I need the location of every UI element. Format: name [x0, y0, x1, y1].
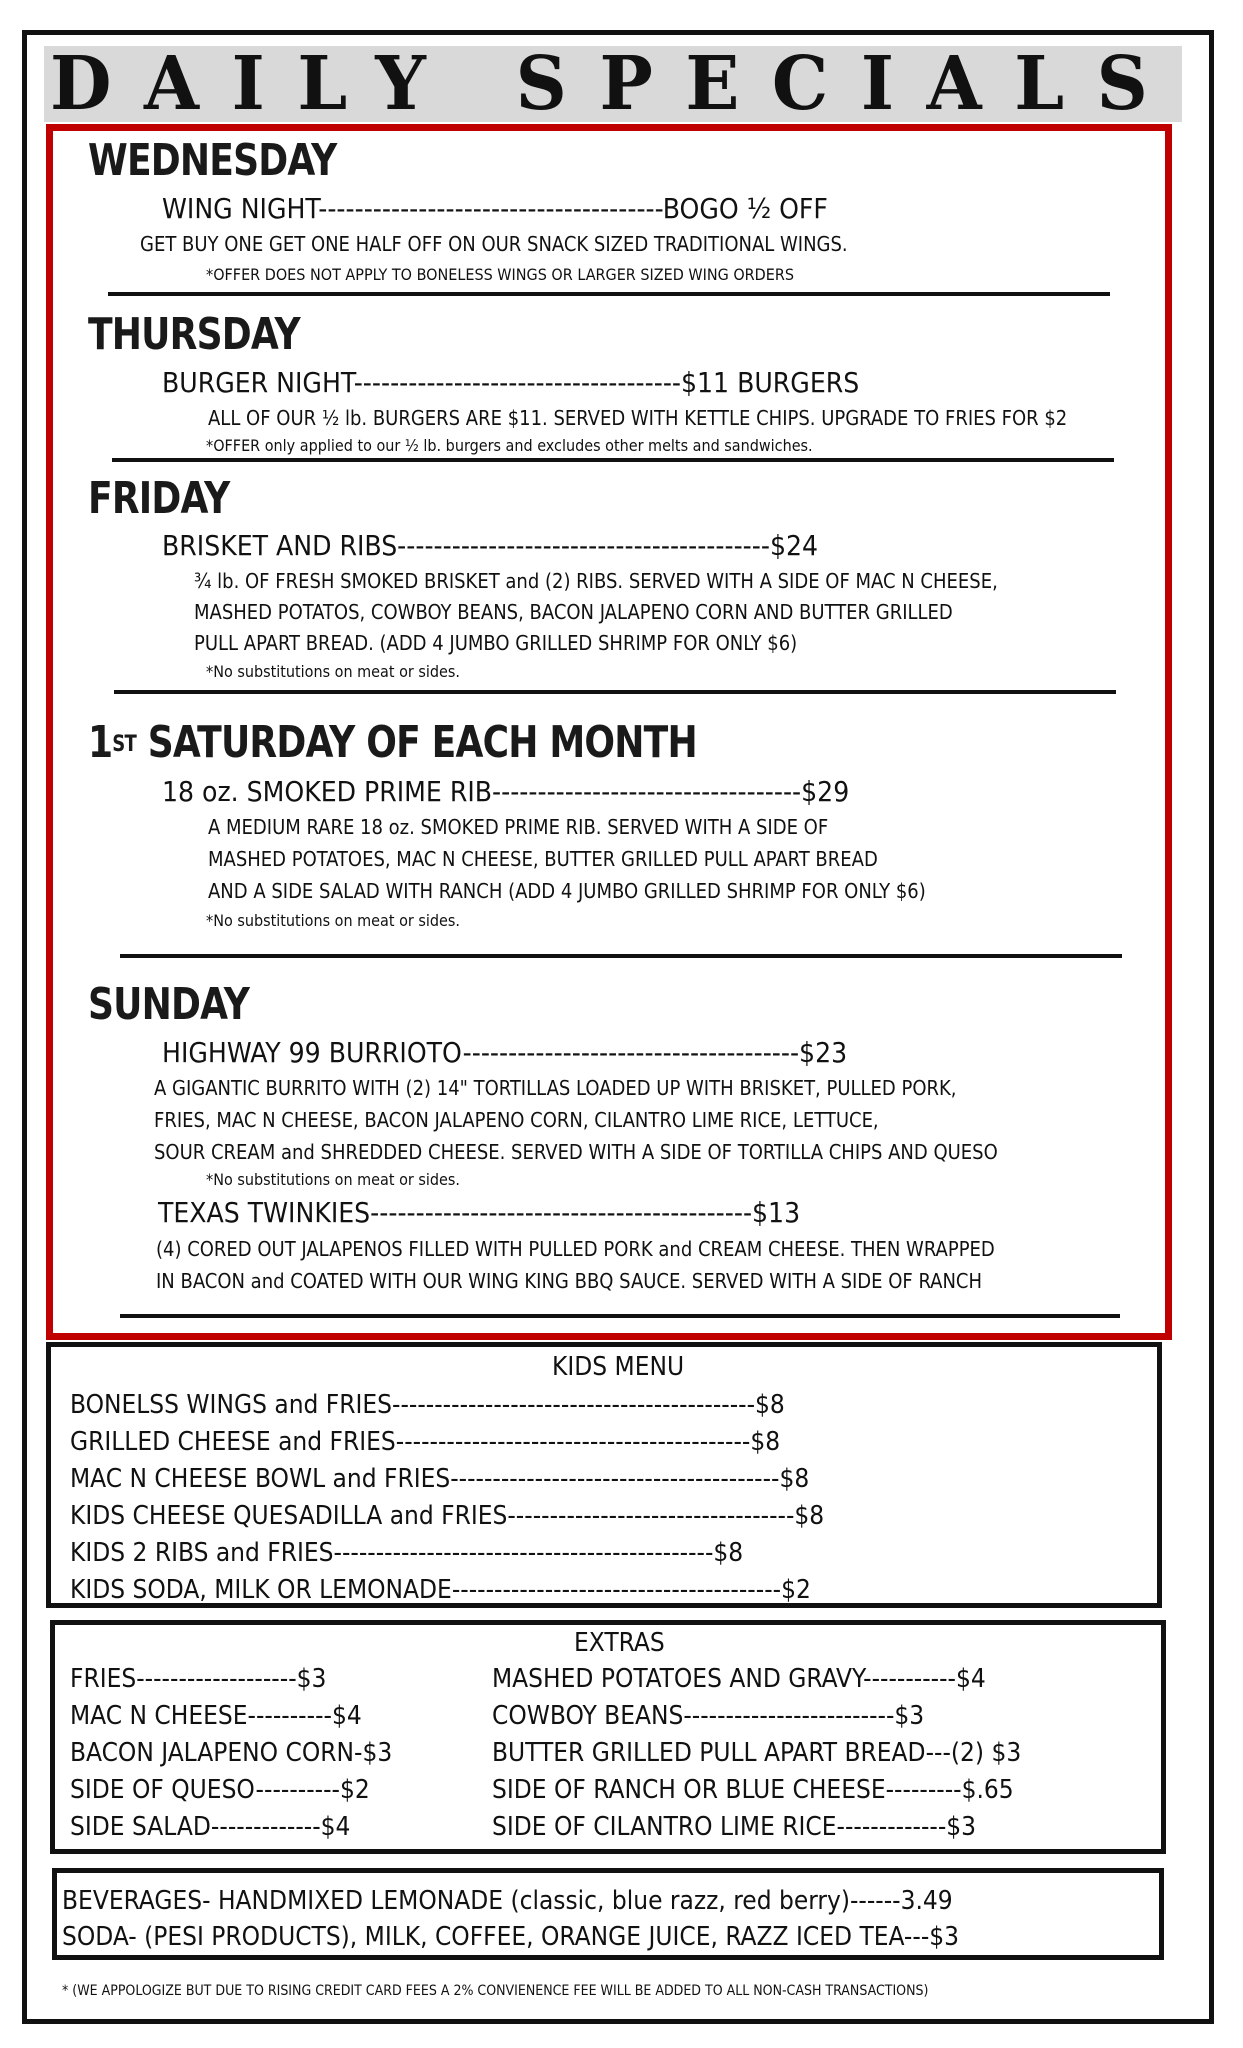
kids-menu-item: KIDS CHEESE QUESADILLA and FRIES----------------------------------$8 [70, 1501, 825, 1531]
extras-item: BUTTER GRILLED PULL APART BREAD---(2) $3 [492, 1738, 1022, 1768]
kids-menu-item: KIDS SODA, MILK OR LEMONADE---------------------------------------$2 [70, 1575, 811, 1605]
divider [120, 954, 1122, 958]
divider [120, 1314, 1120, 1318]
kids-menu-item: GRILLED CHEESE and FRIES------------------------------------------$8 [70, 1427, 781, 1457]
special-wing-night: WING NIGHT--------------------------------------BOGO ½ OFF [162, 192, 828, 225]
special-note: *No substitutions on meat or sides. [206, 1170, 460, 1189]
day-heading-friday: FRIDAY [88, 473, 230, 524]
special-description: GET BUY ONE GET ONE HALF OFF ON OUR SNACK SIZED TRADITIONAL WINGS. [140, 232, 848, 256]
divider [114, 690, 1116, 694]
special-note: *OFFER only applied to our ½ lb. burgers and excludes other melts and sandwiches. [206, 436, 813, 455]
special-note: *No substitutions on meat or sides. [206, 911, 460, 930]
extras-item: SIDE OF RANCH OR BLUE CHEESE---------$.65 [492, 1775, 1014, 1805]
divider [108, 292, 1110, 296]
special-description: MASHED POTATOS, COWBOY BEANS, BACON JALAPENO CORN AND BUTTER GRILLED [194, 600, 953, 624]
kids-menu-item: BONELSS WINGS and FRIES-------------------------------------------$8 [70, 1390, 785, 1420]
special-description: (4) CORED OUT JALAPENOS FILLED WITH PULLED PORK and CREAM CHEESE. THEN WRAPPED [156, 1237, 995, 1261]
day-heading-sunday: SUNDAY [88, 979, 250, 1030]
extras-item: FRIES-------------------$3 [70, 1664, 327, 1694]
special-description: A GIGANTIC BURRITO WITH (2) 14" TORTILLAS LOADED UP WITH BRISKET, PULLED PORK, [154, 1076, 957, 1100]
special-description: IN BACON and COATED WITH OUR WING KING BBQ SAUCE. SERVED WITH A SIDE OF RANCH [156, 1269, 983, 1293]
page-title: DAILY SPECIALS [50, 41, 1181, 127]
special-description: A MEDIUM RARE 18 oz. SMOKED PRIME RIB. SERVED WITH A SIDE OF [208, 815, 829, 839]
kids-menu-item: MAC N CHEESE BOWL and FRIES---------------------------------------$8 [70, 1464, 810, 1494]
extras-item: BACON JALAPENO CORN-$3 [70, 1738, 393, 1768]
special-note: *OFFER DOES NOT APPLY TO BONELESS WINGS OR LARGER SIZED WING ORDERS [206, 265, 794, 284]
special-burger-night: BURGER NIGHT------------------------------------$11 BURGERS [162, 366, 860, 399]
day-heading-thursday: THURSDAY [88, 309, 300, 360]
special-texas-twinkies: TEXAS TWINKIES------------------------------------------$13 [158, 1196, 801, 1229]
extras-item: SIDE OF CILANTRO LIME RICE-------------$3 [492, 1812, 977, 1842]
divider [112, 458, 1114, 462]
kids-menu-title: KIDS MENU [552, 1352, 685, 1382]
special-description: ¾ lb. OF FRESH SMOKED BRISKET and (2) RIBS. SERVED WITH A SIDE OF MAC N CHEESE, [194, 569, 998, 593]
extras-title: EXTRAS [574, 1628, 665, 1658]
special-description: FRIES, MAC N CHEESE, BACON JALAPENO CORN, CILANTRO LIME RICE, LETTUCE, [154, 1108, 879, 1132]
special-description: ALL OF OUR ½ lb. BURGERS ARE $11. SERVED WITH KETTLE CHIPS. UPGRADE TO FRIES FOR $2 [208, 406, 1068, 430]
extras-item: MASHED POTATOES AND GRAVY-----------$4 [492, 1664, 986, 1694]
fee-disclaimer: * (WE APPOLOGIZE BUT DUE TO RISING CREDIT CARD FEES A 2% CONVIENENCE FEE WILL BE ADDED TO ALL NON-CASH TRANSACTIONS) [62, 1983, 929, 1999]
kids-menu-item: KIDS 2 RIBS and FRIES---------------------------------------------$8 [70, 1538, 744, 1568]
special-smoked-prime-rib: 18 oz. SMOKED PRIME RIB----------------------------------$29 [162, 775, 850, 808]
special-brisket-and-ribs: BRISKET AND RIBS-----------------------------------------$24 [162, 529, 819, 562]
extras-item: SIDE OF QUESO----------$2 [70, 1775, 370, 1805]
day-heading-wednesday: WEDNESDAY [88, 135, 337, 186]
beverages-line: BEVERAGES- HANDMIXED LEMONADE (classic, blue razz, red berry)------3.49 [62, 1886, 953, 1916]
special-description: AND A SIDE SALAD WITH RANCH (ADD 4 JUMBO GRILLED SHRIMP FOR ONLY $6) [208, 879, 926, 903]
day-heading-first-saturday: 1ST SATURDAY OF EACH MONTH [88, 717, 697, 768]
extras-item: MAC N CHEESE----------$4 [70, 1701, 362, 1731]
special-description: SOUR CREAM and SHREDDED CHEESE. SERVED WITH A SIDE OF TORTILLA CHIPS AND QUESO [154, 1140, 998, 1164]
extras-item: COWBOY BEANS-------------------------$3 [492, 1701, 925, 1731]
special-note: *No substitutions on meat or sides. [206, 662, 460, 681]
special-highway-99-burrito: HIGHWAY 99 BURRIOTO-------------------------------------$23 [162, 1036, 848, 1069]
special-description: MASHED POTATOES, MAC N CHEESE, BUTTER GRILLED PULL APART BREAD [208, 847, 878, 871]
beverages-line: SODA- (PESI PRODUCTS), MILK, COFFEE, ORANGE JUICE, RAZZ ICED TEA---$3 [62, 1922, 960, 1952]
special-description: PULL APART BREAD. (ADD 4 JUMBO GRILLED SHRIMP FOR ONLY $6) [194, 631, 798, 655]
extras-item: SIDE SALAD-------------$4 [70, 1812, 351, 1842]
